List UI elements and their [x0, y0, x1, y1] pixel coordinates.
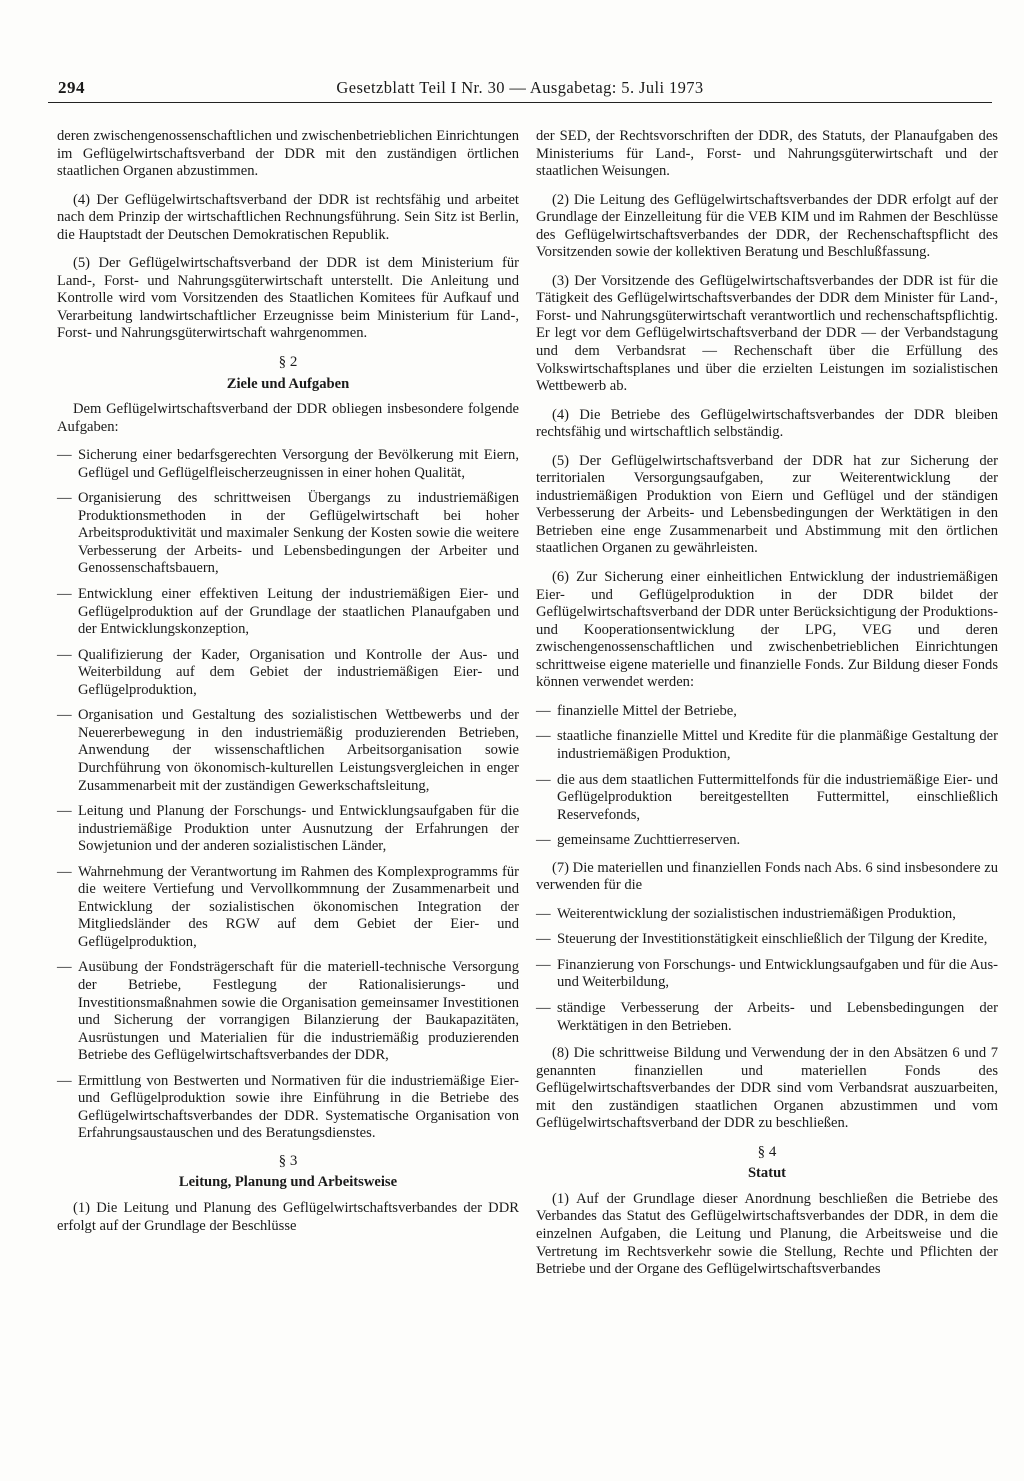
dash-marker: —	[57, 1072, 72, 1089]
dash-marker: —	[536, 832, 551, 849]
list-item-text: die aus dem staatlichen Futtermittelfonds für die industriemäßige Eier- und Geflügelproduktion bereitgestellten Futtermittel, einschließlich Reservefonds,	[557, 771, 998, 823]
list-item-text: staatliche finanzielle Mittel und Kredite für die planmäßige Gestaltung der industriemäßigen Produktion,	[557, 728, 998, 762]
paragraph-8: (8) Die schrittweise Bildung und Verwendung der in den Absätzen 6 und 7 genannten finanziellen und materiellen Fonds des Geflügelwirtschaftsverbandes der DDR sind vom Verbandsrat auszuarbeiten, mit den zuständigen staatlichen Organen abzustimmen und vom Geflügelwirtschaftsverband der DDR zu beschließen.	[536, 1045, 998, 1132]
paragraph-5: (5) Der Geflügelwirtschaftsverband der DDR hat zur Sicherung der territorialen Versorgungsaufgaben, zur Weiterentwicklung der industriemäßigen Produktion von Eiern und Geflügel und der ständigen Verbesserung der Arbeits- und Lebensbedingungen der Werktätigen in den Betrieben eine enge Zusammenarbeit und Abstimmung mit den örtlichen staatlichen Organen zu gewährleisten.	[536, 452, 998, 557]
list-item	[57, 490, 519, 578]
dash-marker: —	[57, 803, 72, 820]
list-item-text: Wahrnehmung der Verantwortung im Rahmen des Komplexprogramms für die weitere Vertiefung und Vervollkommnung der Zusammenarbeit und Entwicklung der sozialistischen ökonomischen Integration der Mitgliedsländer des RGW auf dem Gebiet der Eier- und Geflügelproduktion,	[78, 863, 519, 950]
list-item	[536, 931, 998, 949]
list-item-text: Qualifizierung der Kader, Organisation und Kontrolle der Aus- und Weiterbildung auf dem Gebiet der industriemäßigen Eier- und Geflügelproduktion,	[78, 646, 519, 698]
list-item-text: ständige Verbesserung der Arbeits- und Lebensbedingungen der Werktätigen in den Betrieben.	[557, 999, 998, 1034]
list-item	[536, 772, 998, 825]
paragraph-4: (4) Die Betriebe des Geflügelwirtschaftsverbandes der DDR bleiben rechtsfähig und wirtschaftlich selbständig.	[536, 406, 998, 441]
section-4-number: § 4	[757, 1143, 777, 1160]
paragraph-6: (6) Zur Sicherung einer einheitlichen Entwicklung der industriemäßigen Eier- und Geflügelproduktion in der DDR bildet der Geflügelwirtschaftsverband der DDR unter Berücksichtigung der Produktions- und Kooperationsentwicklung der LPG, VEG und deren zwischengenossenschaftlichen und zwischenbetrieblichen Einrichtungen schrittweise eigene materielle und finanzielle Fonds. Zur Bildung dieser Fonds können verwendet werden:	[536, 569, 998, 691]
paragraph-3: (3) Der Vorsitzende des Geflügelwirtschaftsverbandes der DDR ist für die Tätigkeit des Geflügelwirtschaftsverbandes der DDR dem Minister für Land-, Forst- und Nahrungsgüterwirtschaft verantwortlich und rechenschaftspflichtig. Er legt vor dem Geflügelwirtschaftsverband der DDR — der Verbandstagung und dem Verbandsrat — Rechenschaft über die Erfüllung des Volkswirtschaftsplanes und über die erzielten Leistungen im sozialistischen Wettbewerb ab.	[536, 272, 998, 395]
section-2-title: Ziele und Aufgaben	[226, 375, 350, 392]
list-item-text: Steuerung der Investitionstätigkeit einschließlich der Tilgung der Kredite,	[557, 931, 988, 948]
paragraph-2: (2) Die Leitung des Geflügelwirtschaftsverbandes der DDR erfolgt auf der Grundlage der Einzelleitung für die VEB KIM und im Rahmen der Beschlüsse des Geflügelwirtschaftsverbandes der DDR, der Rechenschaftspflicht des Vorsitzenden sowie der kollektiven Beratung und Beschlußfassung.	[536, 191, 998, 261]
list-item-text: Ausübung der Fondsträgerschaft für die materiell-technische Versorgung der Betriebe, Festlegung der Rationalisierungs- und Investitionsmaßnahmen sowie die Organisation gemeinsamer Investitionen und Sicherung der vorrangigen Bilanzierung der Baukapazitäten, Ausrüstungen und Materialien für die industriemäßig produzierenden Betriebe des Geflügelwirtschaftsverbandes der DDR,	[78, 959, 519, 1064]
section-4-paragraph-1: (1) Auf der Grundlage dieser Anordnung beschließen die Betriebe des Verbandes das Statut des Geflügelwirtschaftsverbandes der DDR, in dem die einzelnen Aufgaben, die Leitung und Planung, die Arbeitsweise und die Vertretung im Rechtsverkehr sowie die Stellung, Rechte und Pflichten der Betriebe und der Organe des Geflügelwirtschaftsverbandes	[536, 1190, 998, 1278]
list-item	[57, 447, 519, 482]
right-column	[536, 128, 998, 1290]
dash-marker: —	[57, 959, 72, 976]
dash-marker: —	[536, 771, 551, 788]
section-3-title: Leitung, Planung und Arbeitsweise	[178, 1174, 398, 1191]
dash-marker: —	[57, 646, 72, 663]
list-item	[57, 647, 519, 700]
left-column	[57, 128, 519, 1246]
list-item-text: Entwicklung einer effektiven Leitung der industriemäßigen Eier- und Geflügelproduktion auf der Grundlage der staatlichen Planaufgaben und der Entwicklungskonzeption,	[78, 586, 519, 638]
list-item-text: Finanzierung von Forschungs- und Entwicklungsaufgaben und für die Aus- und Weiterbildung,	[557, 956, 998, 991]
list-item-text: finanzielle Mittel der Betriebe,	[557, 702, 737, 719]
list-item	[536, 832, 998, 850]
paragraph-7: (7) Die materiellen und finanziellen Fonds nach Abs. 6 sind insbesondere zu verwenden für die	[536, 859, 998, 894]
dash-marker: —	[57, 447, 72, 464]
section-3-paragraph-1: (1) Die Leitung und Planung des Geflügelwirtschaftsverbandes der DDR erfolgt auf der Grundlage der Beschlüsse	[57, 1199, 519, 1234]
dash-marker: —	[57, 586, 72, 603]
list-item	[536, 1000, 998, 1035]
fund-uses-list	[536, 906, 998, 1035]
section-3-number: § 3	[278, 1152, 298, 1169]
section-2-intro: Dem Geflügelwirtschaftsverband der DDR obliegen insbesondere folgende Aufgaben:	[57, 401, 519, 435]
paragraph-continuation: deren zwischengenossenschaftlichen und zwischenbetrieblichen Einrichtungen im Geflügelwirtschaftsverband der DDR mit den zuständigen örtlichen staatlichen Organen abzustimmen.	[57, 128, 519, 180]
list-item-text: Leitung und Planung der Forschungs- und Entwicklungsaufgaben für die industriemäßige Produktion unter Ausnutzung der Erfahrungen der Sowjetunion und der anderen sozialistischen Länder,	[78, 803, 519, 855]
list-item	[57, 959, 519, 1064]
list-item	[536, 728, 998, 763]
fund-sources-list	[536, 703, 998, 850]
list-item	[536, 703, 998, 721]
dash-marker: —	[57, 707, 72, 724]
list-item	[536, 906, 998, 924]
list-item-text: gemeinsame Zuchttierreserven.	[557, 832, 741, 849]
section-2-number: § 2	[278, 354, 298, 371]
dash-marker: —	[57, 863, 72, 880]
dash-marker: —	[536, 702, 551, 719]
dash-marker: —	[536, 905, 551, 922]
paragraph-4: (4) Der Geflügelwirtschaftsverband der DDR ist rechtsfähig und arbeitet nach dem Prinzip der wirtschaftlichen Rechnungsführung. Sein Sitz ist Berlin, die Hauptstadt der Deutschen Demokratischen Republik.	[57, 191, 519, 243]
list-item	[57, 586, 519, 639]
list-item	[57, 1073, 519, 1143]
dash-marker: —	[536, 728, 551, 745]
list-item	[57, 864, 519, 952]
dash-marker: —	[57, 490, 72, 507]
header-title: Gesetzblatt Teil I Nr. 30 — Ausgabetag: 5. Juli 1973	[336, 78, 704, 97]
list-item-text: Organisation und Gestaltung des sozialistischen Wettbewerbs und der Neuererbewegung in den industriemäßig produzierenden Betrieben, Anwendung der wissenschaftlichen Arbeitsorganisation sowie Durchführung von ökonomisch-kulturellen Leistungsvergleichen in enger Zusammenarbeit mit der zuständigen Gewerkschaftsleitung,	[78, 707, 519, 794]
dash-marker: —	[536, 931, 551, 948]
page-number: 294	[58, 78, 85, 97]
list-item-text: Ermittlung von Bestwerten und Normativen für die industriemäßige Eier- und Geflügelproduktion sowie ihre Einführung in die Betriebe des Geflügelwirtschaftsverbandes der DDR. Systematische Organisation von Erfahrungsaustauschen und des Beratungsdienstes.	[78, 1072, 519, 1142]
list-item-text: Sicherung einer bedarfsgerechten Versorgung der Bevölkerung mit Eiern, Geflügel und Geflügelfleischerzeugnissen in einer hohen Qualität,	[78, 447, 519, 481]
list-item-text: Weiterentwicklung der sozialistischen industriemäßigen Produktion,	[557, 905, 956, 922]
paragraph-continuation: der SED, der Rechtsvorschriften der DDR, des Statuts, der Planaufgaben des Ministeriums für Land-, Forst- und Nahrungsgüterwirtschaft und der staatlichen Weisungen.	[536, 128, 998, 180]
list-item	[57, 803, 519, 856]
list-item	[536, 957, 998, 992]
dash-marker: —	[536, 956, 551, 973]
section-2-task-list	[57, 447, 519, 1143]
list-item	[57, 707, 519, 795]
dash-marker: —	[536, 999, 551, 1016]
section-4-title: Statut	[747, 1165, 787, 1182]
page-header	[48, 78, 992, 103]
paragraph-5: (5) Der Geflügelwirtschaftsverband der DDR ist dem Ministerium für Land-, Forst- und Nahrungsgüterwirtschaft unterstellt. Die Anleitung und Kontrolle wird vom Vorsitzenden des Staatlichen Komitees für Aufkauf und Verarbeitung landwirtschaftlicher Erzeugnisse beim Ministerium für Land-, Forst- und Nahrungsgüterwirtschaft wahrgenommen.	[57, 255, 519, 342]
list-item-text: Organisierung des schrittweisen Übergangs zu industriemäßigen Produktionsmethoden in der Geflügelwirtschaft bei hoher Arbeitsproduktivität und maximaler Senkung der Kosten sowie die weitere Verbesserung der Arbeits- und Lebensbedingungen der Arbeiter und Genossenschaftsbauern,	[78, 490, 519, 577]
